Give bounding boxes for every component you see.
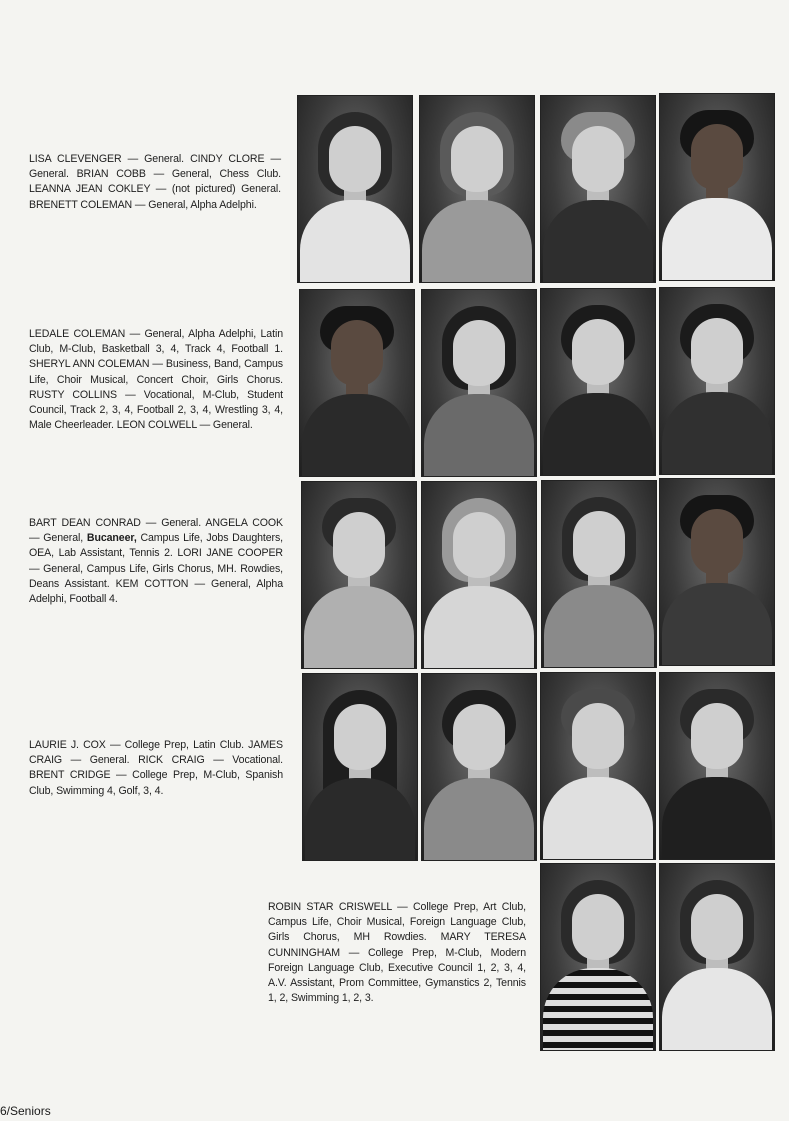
portrait-photo <box>302 673 418 861</box>
portrait-photo <box>659 478 775 666</box>
portrait-photo <box>301 481 417 669</box>
caption-row-3-part-1: BART DEAN CONRAD — General. ANGELA COOK — General, <box>29 517 283 545</box>
caption-row-3-part-2: Campus Life, Jobs Daughters, OEA, Lab Assistant, Tennis 2. LORI JANE COOPER — General, Campus Life, Girls Chorus, MH. Rowdies, Deans Assistant. KEM COTTON — General, Alpha Adelphi, Football 4. <box>29 532 284 606</box>
caption-row-2: LEDALE COLEMAN — General, Alpha Adelphi, Latin Club, M-Club, Basketball 3, 4, Track 4, Football 1. SHERYL ANN COLEMAN — Business, Band, Campus Life, Choir Musical, Concert Choir, Girls Chorus. RUSTY COLLINS — Vocational, M-Club, Student Council, Track 2, 3, 4, Football 2, 3, 4, Wrestling 3, 4, Male Cheerleader. LEON COLWELL — General. <box>29 328 283 432</box>
portrait-photo <box>659 863 775 1051</box>
caption-row-3-bold: Bucaneer, <box>86 532 137 545</box>
portrait-photo <box>421 481 537 669</box>
caption-row-1: LISA CLEVENGER — General. CINDY CLORE — General. BRIAN COBB — General, Chess Club. LEANNA JEAN COKLEY — (not pictured) General. BRENETT COLEMAN — General, Alpha Adelphi. <box>29 153 281 211</box>
portrait-photo <box>297 95 413 283</box>
portrait-photo <box>540 863 656 1051</box>
portrait-photo <box>299 289 415 477</box>
portrait-photo <box>540 672 656 860</box>
portrait-photo <box>540 288 656 476</box>
portrait-photo <box>421 289 537 477</box>
portrait-photo <box>419 95 535 283</box>
caption-row-5: ROBIN STAR CRISWELL — College Prep, Art Club, Campus Life, Choir Musical, Foreign Language Club, Girls Chorus, MH Rowdies. MARY TERESA CUNNINGHAM — College Prep, M-Club, Modern Foreign Language Club, Executive Council 1, 2, 3, 4, A.V. Assistant, Prom Committee, Gymanstics 2, Tennis 1, 2, Swimming 1, 2, 3. <box>268 901 526 1005</box>
portrait-photo <box>541 480 657 668</box>
caption-row-4: LAURIE J. COX — College Prep, Latin Club. JAMES CRAIG — General. RICK CRAIG — Vocational. BRENT CRIDGE — College Prep, M-Club, Spanish Club, Swimming 4, Golf, 3, 4. <box>29 739 283 797</box>
portrait-photo <box>659 672 775 860</box>
portrait-photo <box>659 287 775 475</box>
portrait-photo <box>540 95 656 283</box>
page-footer: 6/Seniors <box>0 1104 51 1118</box>
portrait-photo <box>659 93 775 281</box>
caption-row-3 <box>29 516 283 607</box>
portrait-photo <box>421 673 537 861</box>
